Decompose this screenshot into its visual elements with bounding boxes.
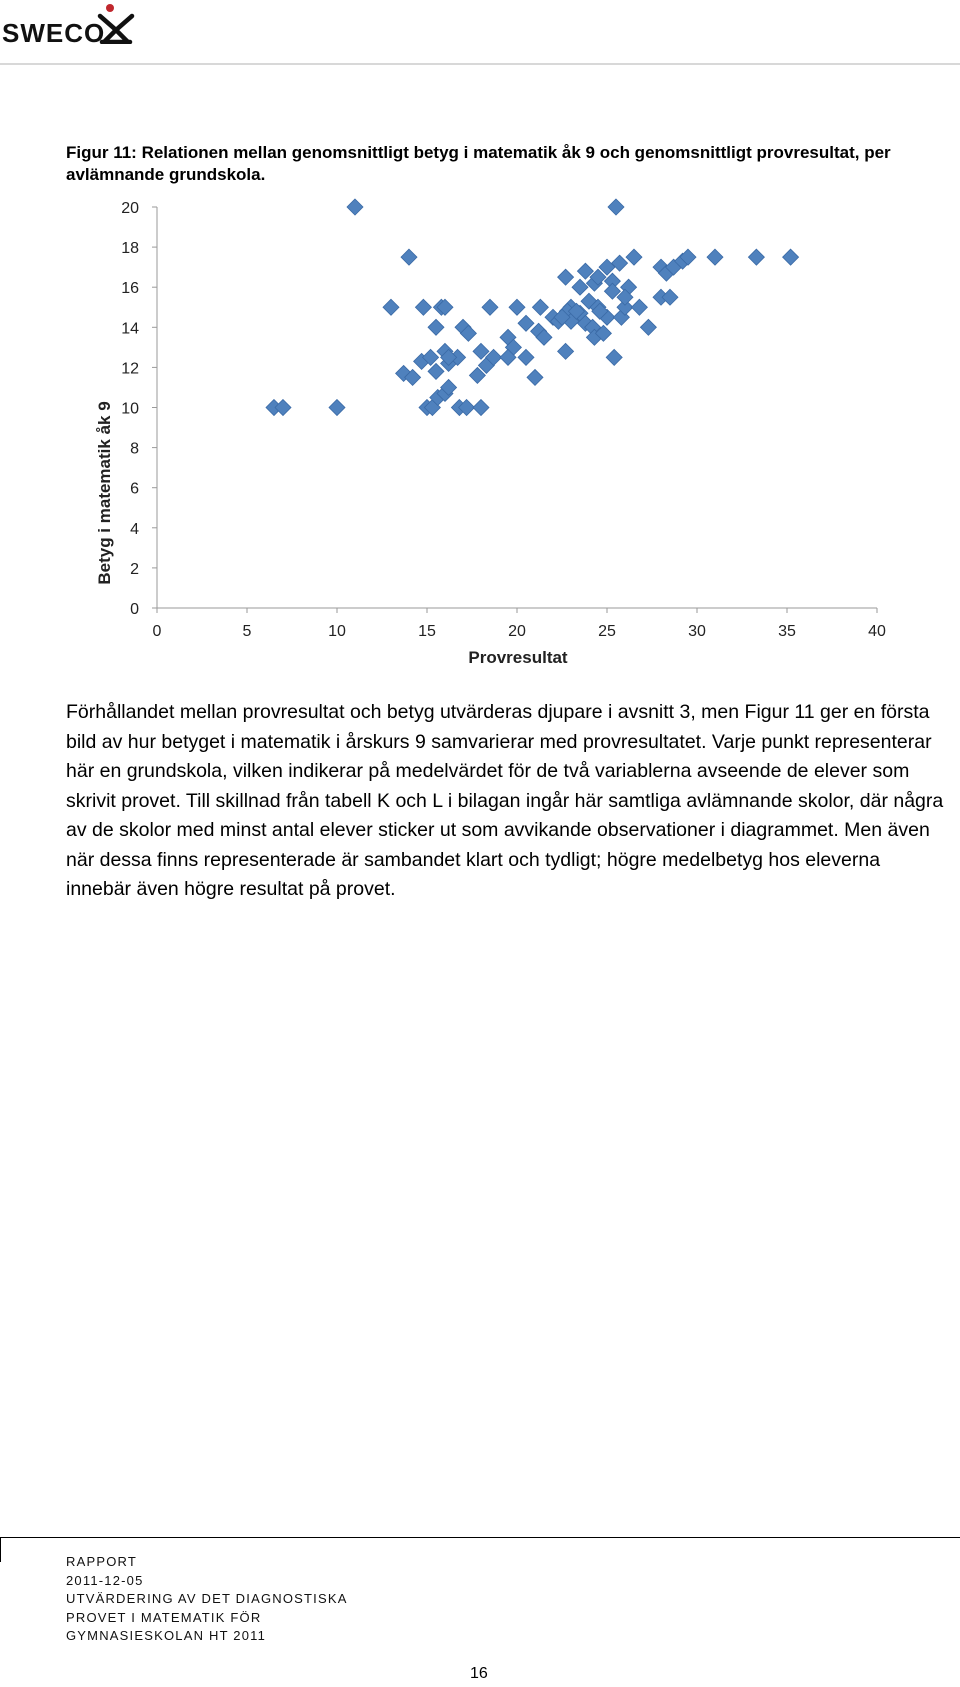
figure-caption: Figur 11: Relationen mellan genomsnittligt betyg i matematik åk 9 och genomsnittligt provresultat, per avlämnande grundskola. bbox=[66, 143, 891, 184]
x-tick-label: 5 bbox=[242, 623, 252, 640]
y-tick-label: 16 bbox=[121, 280, 139, 298]
sweco-figure-icon bbox=[96, 2, 136, 44]
header-logo bbox=[0, 0, 960, 62]
x-axis-label: Provresultat bbox=[468, 648, 568, 667]
data-point bbox=[558, 343, 574, 359]
x-tick-label: 40 bbox=[868, 623, 886, 640]
data-point bbox=[662, 289, 678, 305]
data-point bbox=[401, 249, 417, 265]
data-point bbox=[626, 249, 642, 265]
x-tick-label: 15 bbox=[418, 623, 436, 640]
x-tick-label: 30 bbox=[688, 623, 706, 640]
logo-text: SWECO bbox=[2, 18, 106, 48]
data-point bbox=[527, 369, 543, 385]
footer-line: 2011-12-05 bbox=[66, 1572, 144, 1588]
y-tick-label: 6 bbox=[130, 480, 139, 498]
data-point bbox=[608, 199, 624, 215]
scatter-chart bbox=[0, 190, 960, 680]
x-tick-label: 10 bbox=[328, 623, 346, 640]
data-point bbox=[612, 255, 628, 271]
footer-divider-tick bbox=[0, 1537, 1, 1562]
data-point bbox=[518, 315, 534, 331]
data-point bbox=[473, 400, 489, 416]
data-point bbox=[428, 363, 444, 379]
y-tick-label: 10 bbox=[121, 400, 139, 418]
data-point bbox=[631, 299, 647, 315]
page-number: 16 bbox=[470, 1665, 488, 1682]
x-tick-label: 25 bbox=[598, 623, 616, 640]
y-tick-label: 8 bbox=[130, 440, 139, 458]
data-point bbox=[572, 279, 588, 295]
x-tick-label: 0 bbox=[152, 623, 162, 640]
header-divider bbox=[0, 63, 960, 65]
data-point bbox=[606, 349, 622, 365]
data-point bbox=[275, 400, 291, 416]
data-point bbox=[532, 299, 548, 315]
data-point bbox=[383, 299, 399, 315]
body-paragraph: Förhållandet mellan provresultat och betyg utvärderas djupare i avsnitt 3, men Figur 11 ger en första bild av hur betyget i matematik i årskurs 9 samvarierar med provresultatet. Varje punkt representerar här en grundskola, vilken indikerar på medelvärdet för de två variablerna avseende de elever som skrivit provet. Till skillnad från tabell K och L i bilagan ingår här samtliga avlämnande skolor, där några av de skolor med minst antal elever sticker ut som avvikande observationer i diagrammet. Men även när dessa finns representerade är sambandet klart och tydligt; högre medelbetyg hos eleverna innebär även högre resultat på provet. bbox=[66, 701, 944, 900]
data-point bbox=[482, 299, 498, 315]
data-point bbox=[509, 299, 525, 315]
data-point bbox=[707, 249, 723, 265]
y-tick-label: 20 bbox=[121, 200, 139, 217]
y-tick-label: 0 bbox=[130, 601, 139, 618]
data-point bbox=[329, 400, 345, 416]
footer-line: PROVET I MATEMATIK FÖR bbox=[66, 1609, 262, 1625]
data-point bbox=[415, 299, 431, 315]
footer-line: GYMNASIESKOLAN HT 2011 bbox=[66, 1628, 267, 1643]
y-tick-label: 2 bbox=[130, 560, 139, 578]
footer-line: RAPPORT bbox=[66, 1554, 138, 1569]
y-tick-label: 4 bbox=[130, 520, 139, 538]
y-axis-label: Betyg i matematik åk 9 bbox=[95, 401, 114, 585]
data-point bbox=[783, 249, 799, 265]
data-point bbox=[640, 319, 656, 335]
y-tick-label: 12 bbox=[121, 360, 139, 378]
data-point bbox=[347, 199, 363, 215]
x-tick-label: 35 bbox=[778, 623, 796, 640]
data-point bbox=[428, 319, 444, 335]
x-tick-label: 20 bbox=[508, 623, 526, 640]
footer-block bbox=[66, 1553, 348, 1646]
data-point bbox=[748, 249, 764, 265]
y-tick-label: 18 bbox=[121, 240, 139, 258]
footer-line: UTVÄRDERING AV DET DIAGNOSTISKA bbox=[66, 1591, 348, 1606]
y-tick-label: 14 bbox=[121, 320, 139, 338]
data-point bbox=[558, 269, 574, 285]
footer-divider bbox=[0, 1537, 960, 1538]
data-point bbox=[518, 349, 534, 365]
